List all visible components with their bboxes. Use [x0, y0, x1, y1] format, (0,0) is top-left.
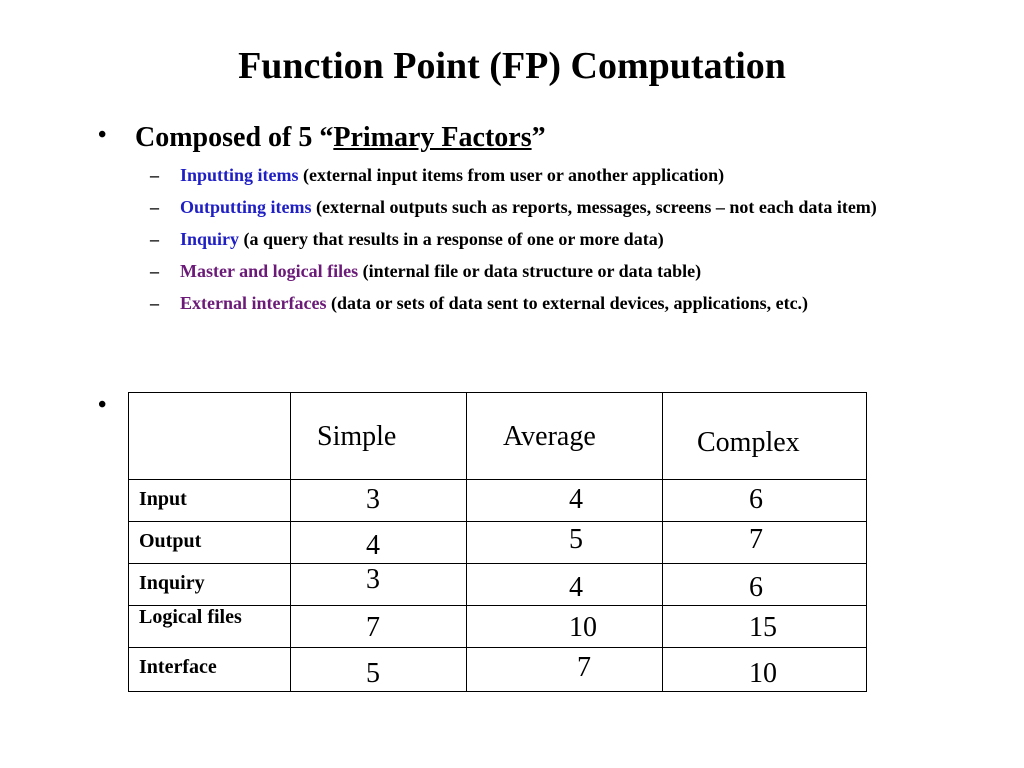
table-cell: [291, 522, 467, 564]
table-cell: [467, 564, 663, 606]
sub-item-external-interfaces: [150, 290, 960, 317]
dash-marker: –: [150, 197, 159, 217]
sub-item-desc: (a query that results in a response of one or more data): [239, 229, 664, 249]
dash-marker: –: [150, 261, 159, 281]
row-label-cell: [129, 522, 291, 564]
row-label-cell: [129, 648, 291, 692]
table-row: [129, 606, 867, 648]
bullet-dot: •: [98, 392, 107, 418]
cell-value: 7: [577, 652, 591, 683]
table-cell: [467, 522, 663, 564]
table-cell: [291, 648, 467, 692]
cell-value: 3: [366, 484, 380, 515]
sub-item-inquiry: [150, 226, 960, 253]
cell-value: 4: [366, 530, 380, 561]
table-cell: [291, 480, 467, 522]
sub-item-desc: (internal file or data structure or data table): [358, 261, 702, 281]
table-cell: [467, 480, 663, 522]
cell-value: 4: [569, 484, 583, 515]
primary-factors-link-text: Primary Factors: [333, 122, 532, 153]
cell-value: 15: [749, 612, 777, 643]
cell-value: 6: [749, 572, 763, 603]
sub-item-term: External interfaces: [180, 293, 327, 313]
table-header-cell: [467, 393, 663, 480]
table-cell: [663, 564, 867, 606]
row-label: Inquiry: [139, 572, 205, 594]
dash-marker: –: [150, 293, 159, 313]
sub-bullet-list: [150, 162, 960, 322]
table-header-cell: [663, 393, 867, 480]
sub-item-outputting: [150, 194, 960, 221]
cell-value: 7: [749, 524, 763, 555]
table-cell: [291, 564, 467, 606]
table-header-cell: [291, 393, 467, 480]
table-row: [129, 480, 867, 522]
dash-marker: –: [150, 165, 159, 185]
main-bullet-prefix: Composed of 5 “: [135, 122, 334, 153]
row-label: Logical files: [139, 606, 242, 628]
table-header-row: [129, 393, 867, 480]
main-bullet: [135, 118, 546, 158]
sub-item-term: Master and logical files: [180, 261, 359, 281]
sub-item-desc: (external outputs such as reports, messages, screens – not each data item): [311, 197, 877, 217]
table-cell: [467, 648, 663, 692]
table-cell: [663, 606, 867, 648]
row-label-cell: [129, 480, 291, 522]
cell-value: 5: [366, 658, 380, 689]
sub-item-term: Outputting items: [180, 197, 312, 217]
header-average: Average: [503, 421, 596, 452]
dash-marker: –: [150, 229, 159, 249]
header-simple: Simple: [317, 421, 397, 452]
cell-value: 5: [569, 524, 583, 555]
cell-value: 10: [749, 658, 777, 689]
table-cell: [291, 606, 467, 648]
table-cell: [663, 522, 867, 564]
cell-value: 10: [569, 612, 597, 643]
cell-value: 4: [569, 572, 583, 603]
table-row: [129, 648, 867, 692]
table-header-empty: [129, 393, 291, 480]
table-row: [129, 522, 867, 564]
sub-item-term: Inquiry: [180, 229, 240, 249]
sub-item-desc: (external input items from user or another application): [298, 165, 725, 185]
main-bullet-suffix: ”: [531, 122, 546, 153]
header-complex: Complex: [697, 427, 800, 458]
cell-value: 6: [749, 484, 763, 515]
cell-value: 3: [366, 564, 380, 595]
cell-value: 7: [366, 612, 380, 643]
slide-title: Function Point (FP) Computation: [238, 45, 786, 87]
table-cell: [663, 648, 867, 692]
fp-weights-table: [128, 392, 867, 692]
sub-item-desc: (data or sets of data sent to external devices, applications, etc.): [326, 293, 809, 313]
sub-item-inputting: [150, 162, 960, 189]
row-label: Input: [139, 488, 187, 510]
table-row: [129, 564, 867, 606]
sub-item-term: Inputting items: [180, 165, 299, 185]
row-label: Output: [139, 530, 202, 552]
sub-item-master-files: [150, 258, 960, 285]
table-cell: [663, 480, 867, 522]
table-cell: [467, 606, 663, 648]
row-label-cell: [129, 564, 291, 606]
row-label: Interface: [139, 656, 217, 678]
row-label-cell: [129, 606, 291, 648]
bullet-dot: •: [98, 122, 107, 148]
